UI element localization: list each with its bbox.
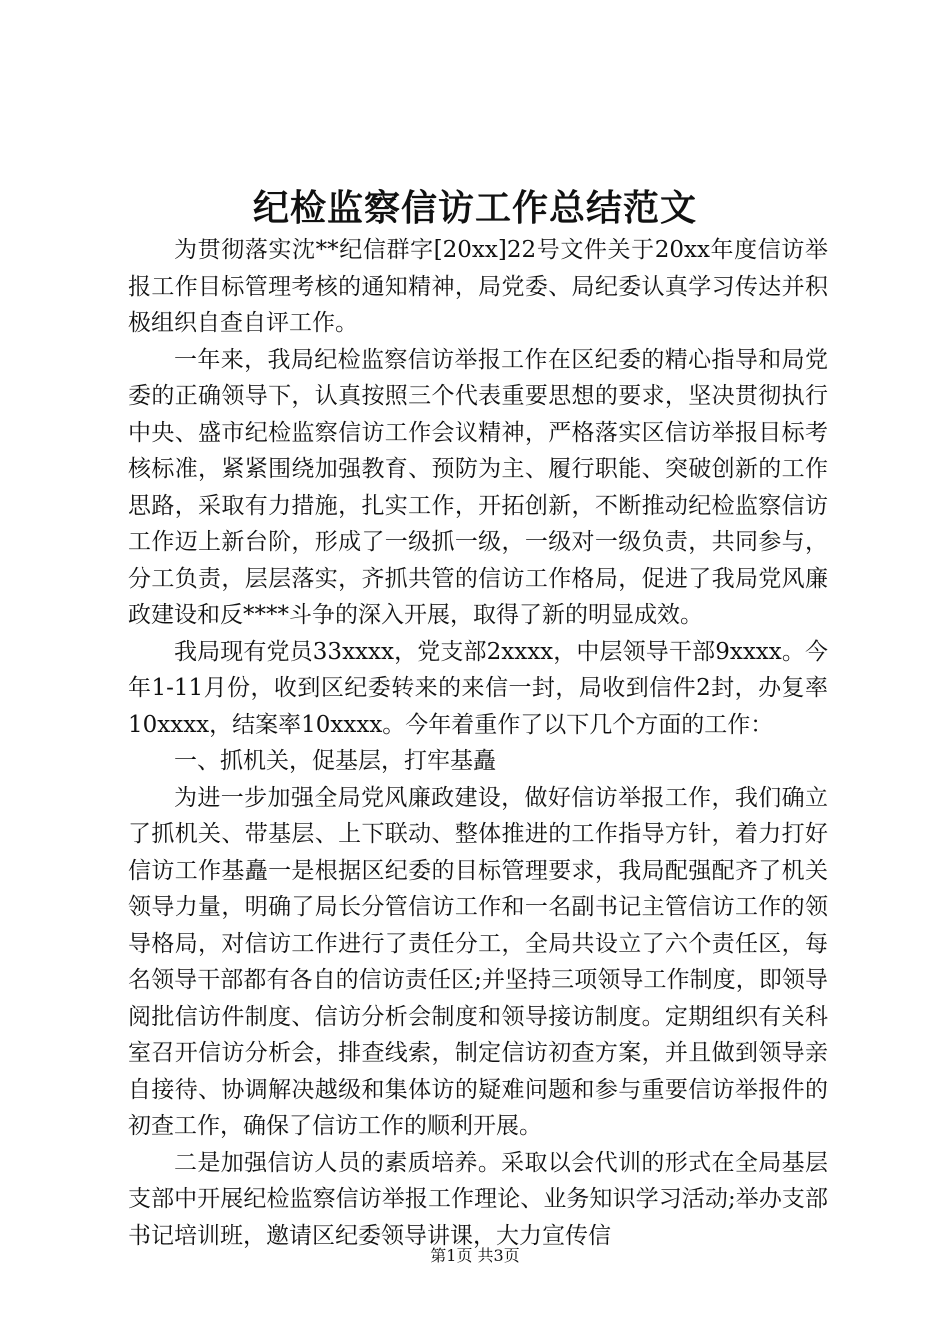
paragraph-section-1-part-2: 二是加强信访人员的素质培养。采取以会代训的形式在全局基层支部中开展纪检监察信访举报工作理论、业务知识学习活动;举办支部书记培训班，邀请区纪委领导讲课，大力宣传信 (128, 1149, 828, 1249)
paragraph-section-1: 为进一步加强全局党风廉政建设，做好信访举报工作，我们确立了抓机关、带基层、上下联动、整体推进的工作指导方针，着力打好信访工作基矗一是根据区纪委的目标管理要求，我局配强配齐了机关领导力量，明确了局长分管信访工作和一名副书记主管信访工作的领导格局，对信访工作进行了责任分工，全局共设立了六个责任区，每名领导干部都有各自的信访责任区;并坚持三项领导工作制度，即领导阅批信访件制度、信访分析会制度和领导接访制度。定期组织有关科室召开信访分析会，排查线索，制定信访初查方案，并且做到领导亲自接待、协调解决越级和集体访的疑难问题和参与重要信访举报件的初查工作，确保了信访工作的顺利开展。 (128, 784, 828, 1139)
section-heading-1: 一、抓机关，促基层，打牢基矗 (174, 748, 496, 774)
paragraph-overview: 一年来，我局纪检监察信访举报工作在区纪委的精心指导和局党委的正确领导下，认真按照三个代表重要思想的要求，坚决贯彻执行中央、盛市纪检监察信访工作会议精神，严格落实区信访举报目标考核标准，紧紧围绕加强教育、预防为主、履行职能、突破创新的工作思路，采取有力措施，扎实工作，开拓创新，不断推动纪检监察信访工作迈上新台阶，形成了一级抓一级，一级对一级负责，共同参与，分工负责，层层落实，齐抓共管的信访工作格局，促进了我局党风廉政建设和反****斗争的深入开展，取得了新的明显成效。 (128, 346, 828, 628)
paragraph-statistics: 我局现有党员33xxxx，党支部2xxxx，中层领导干部9xxxx。今年1-11月份，收到区纪委转来的来信一封，局收到信件2封，办复率10xxxx，结案率10xxxx。今年着重作了以下几个方面的工作： (128, 638, 828, 738)
document-body (128, 232, 828, 1254)
paragraph-intro: 为贯彻落实沈**纪信群字[20xx]22号文件关于20xx年度信访举报工作目标管理考核的通知精神，局党委、局纪委认真学习传达并积极组织自查自评工作。 (128, 237, 828, 336)
document-title: 纪检监察信访工作总结范文 (252, 187, 697, 229)
page-footer: 第1页 共3页 (430, 1246, 520, 1265)
